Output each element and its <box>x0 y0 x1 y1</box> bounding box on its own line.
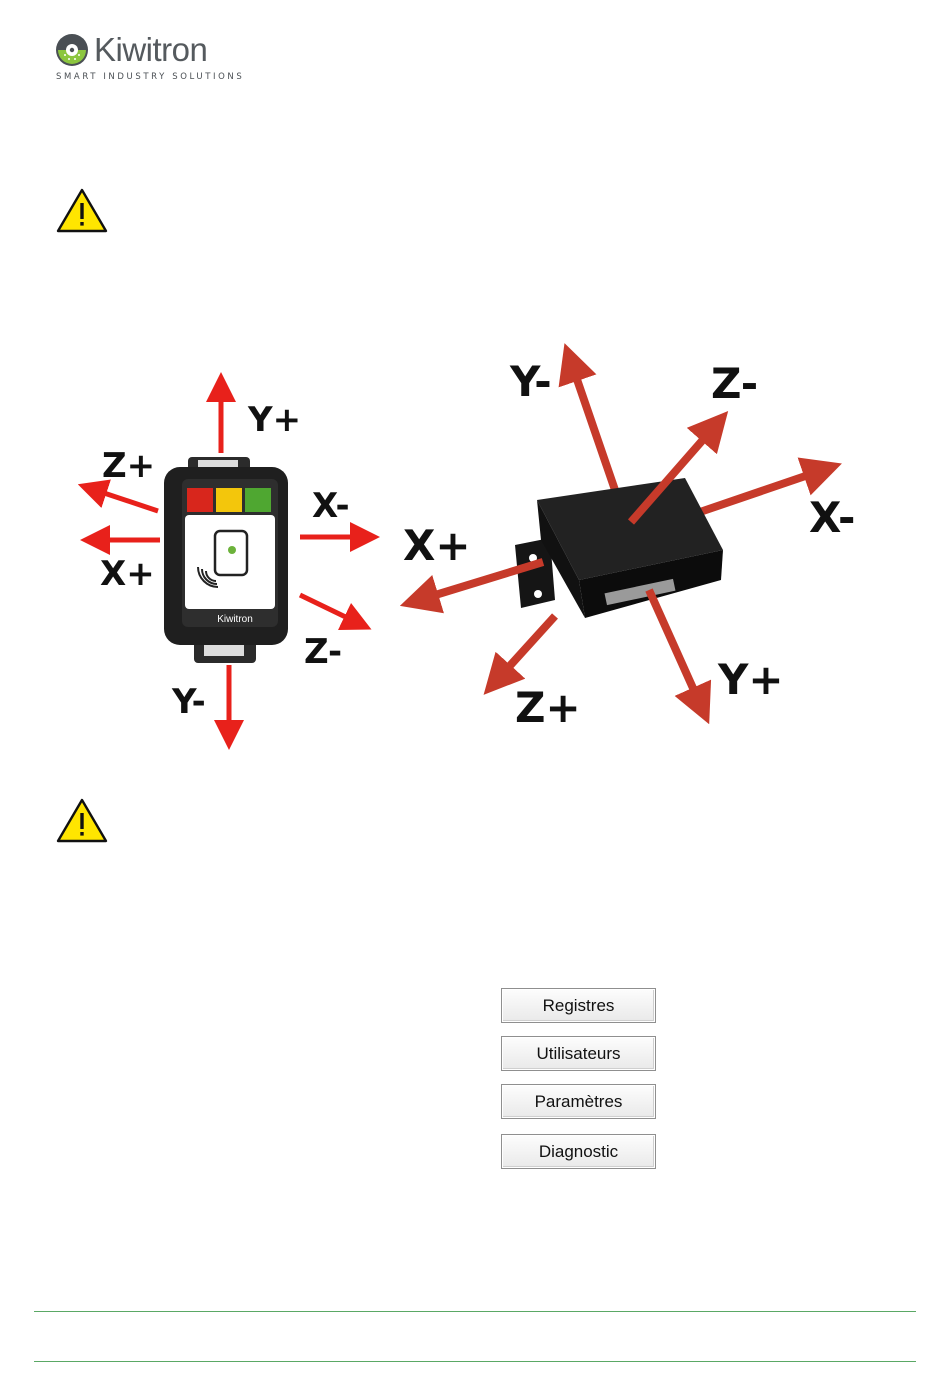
label-z-minus: Z- <box>711 359 759 408</box>
registres-button[interactable]: Registres <box>501 988 656 1023</box>
device-front-axes-figure <box>70 365 390 755</box>
footer-divider-bottom <box>34 1361 916 1362</box>
label-z-plus: Z+ <box>515 683 581 730</box>
arrow-z-minus <box>300 595 358 623</box>
arrow-z-plus <box>92 489 158 511</box>
label-x-plus: X+ <box>100 554 155 594</box>
warning-icon <box>56 798 108 844</box>
warning-icon <box>56 188 108 234</box>
label-y-plus: Y+ <box>718 655 784 704</box>
device-iso-axes-figure <box>395 340 875 730</box>
brand-name: Kiwitron <box>94 31 208 68</box>
label-x-plus: X+ <box>403 521 471 570</box>
arrow-y-minus <box>571 362 615 490</box>
diagnostic-button[interactable]: Diagnostic <box>501 1134 656 1169</box>
arrow-x-minus <box>700 470 823 512</box>
device-brand: Kiwitron <box>217 614 253 625</box>
label-y-plus: Y+ <box>248 400 302 440</box>
label-z-plus: Z+ <box>102 446 156 486</box>
label-y-minus: Y- <box>172 682 206 722</box>
label-y-minus: Y- <box>510 357 552 406</box>
footer-divider-top <box>34 1311 916 1312</box>
label-x-minus: X- <box>312 486 350 526</box>
kiwitron-logo <box>54 30 254 86</box>
arrow-y-plus <box>649 590 701 706</box>
kiwi-logo-icon <box>54 32 90 68</box>
label-x-minus: X- <box>809 493 856 542</box>
label-z-minus: Z- <box>304 632 343 672</box>
parametres-button[interactable]: Paramètres <box>501 1084 656 1119</box>
utilisateurs-button[interactable]: Utilisateurs <box>501 1036 656 1071</box>
arrow-z-plus <box>497 616 555 680</box>
brand-tagline: SMART INDUSTRY SOLUTIONS <box>56 72 245 82</box>
